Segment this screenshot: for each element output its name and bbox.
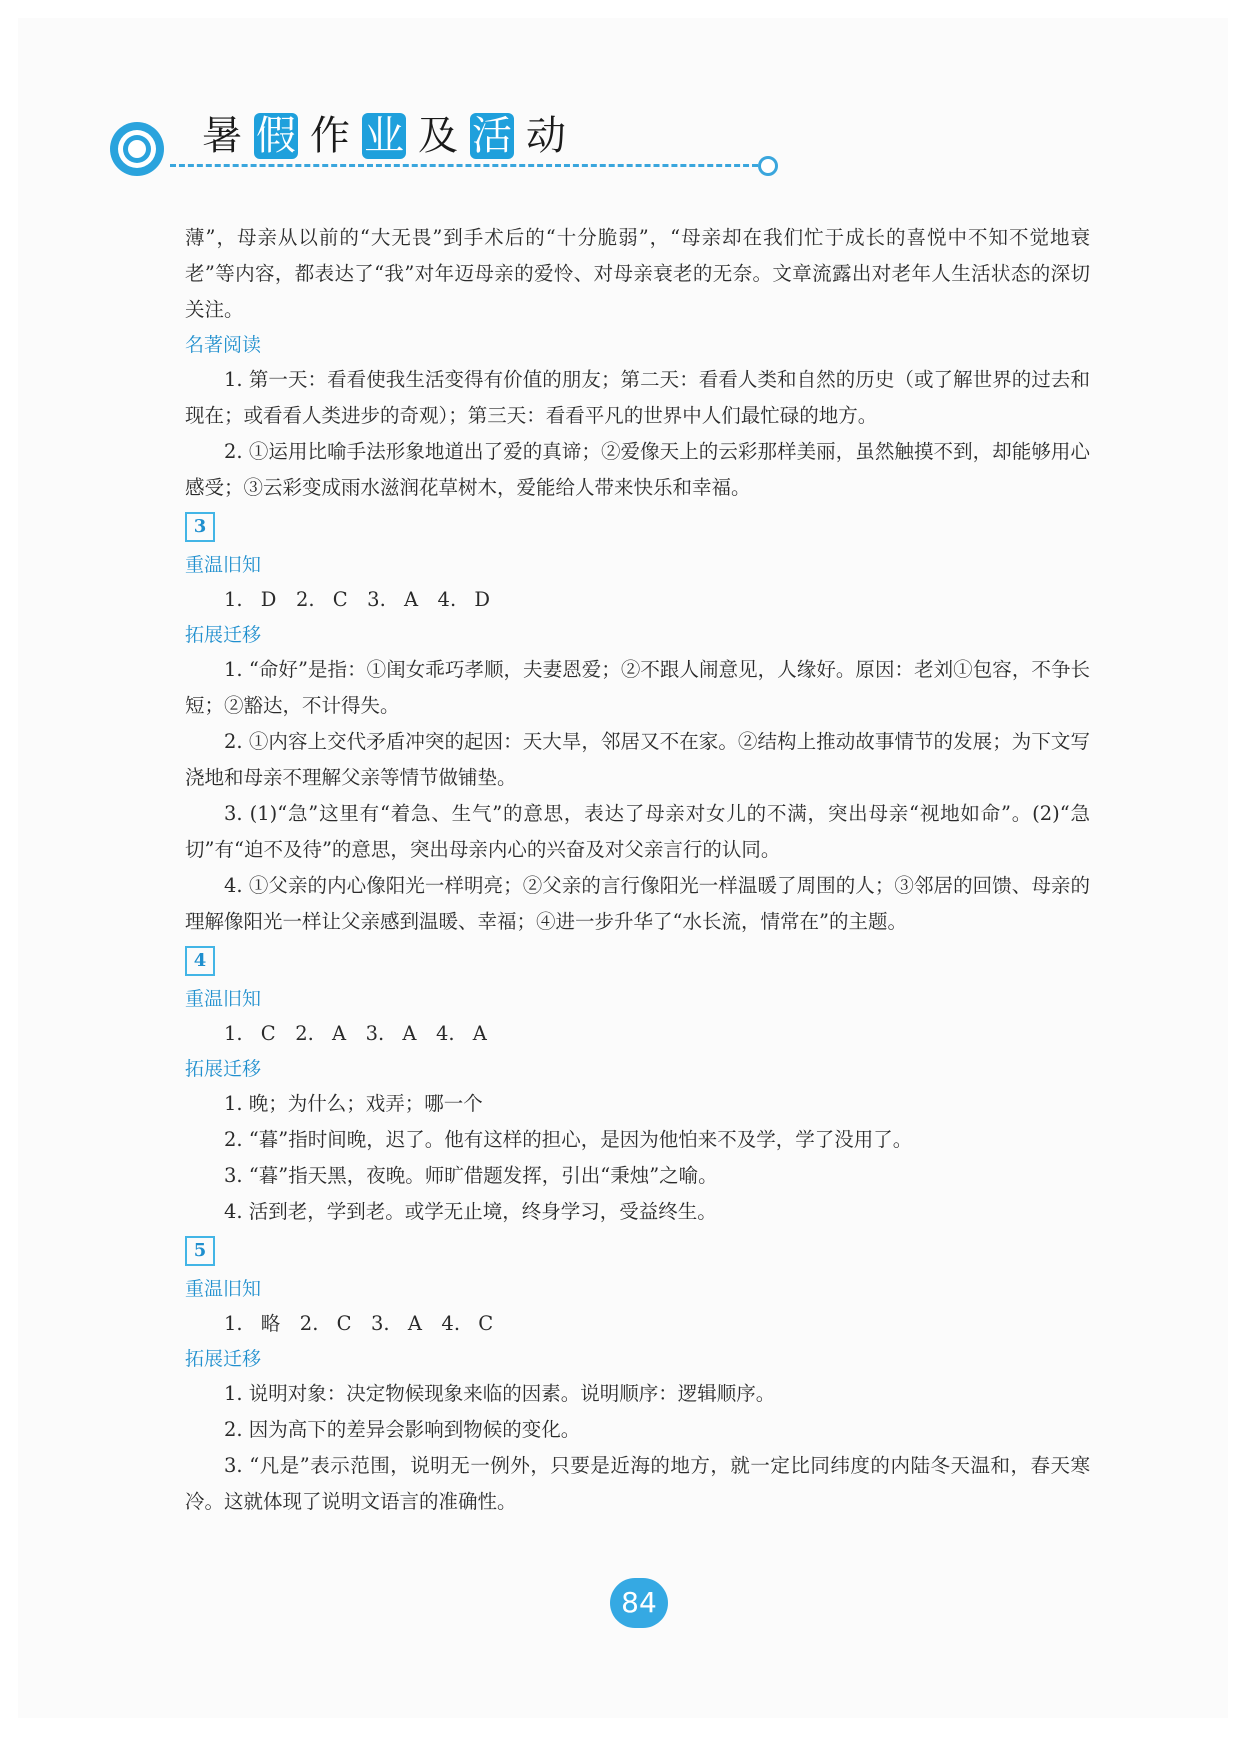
answer-item: 4. ①父亲的内心像阳光一样明亮；②父亲的言行像阳光一样温暖了周围的人；③邻居的回馈、母亲的理解像阳光一样让父亲感到温暖、幸福；④进一步升华了“水长流，情常在”的主题。 — [185, 874, 1090, 933]
page-content — [185, 220, 1090, 1520]
title-char-highlighted: 假 — [256, 113, 296, 159]
intro-paragraph: 薄”，母亲从以前的“大无畏”到手术后的“十分脆弱”，“母亲却在我们忙于成长的喜悦中不知不觉地衰老”等内容，都表达了“我”对年迈母亲的爱怜、对母亲衰老的无奈。文章流露出对老年人生活状态的深切关注。 — [185, 226, 1090, 321]
answer-item: 1. 第一天：看看使我生活变得有价值的朋友；第二天：看看人类和自然的历史（或了解世界的过去和现在；或看看人类进步的奇观）；第三天：看看平凡的世界中人们最忙碌的地方。 — [185, 368, 1090, 427]
section-title-review: 重温旧知 — [185, 554, 262, 576]
answer-item: 4. 活到老，学到老。或学无止境，终身学习，受益终生。 — [224, 1200, 717, 1223]
choice-answers: 1. C 2. A 3. A 4. A — [224, 1022, 487, 1045]
unit-4 — [185, 940, 1090, 1230]
unit-number-badge: 5 — [185, 1236, 215, 1266]
answer-item: 2. ①运用比喻手法形象地道出了爱的真谛；②爱像天上的云彩那样美丽，虽然触摸不到，却能够用心感受；③云彩变成雨水滋润花草树木，爱能给人带来快乐和幸福。 — [185, 440, 1090, 499]
title-char: 及 — [418, 113, 458, 159]
answer-item: 3. (1)“急”这里有“着急、生气”的意思，表达了母亲对女儿的不满，突出母亲“视地如命”。(2)“急切”有“迫不及待”的意思，突出母亲内心的兴奋及对父亲言行的认同。 — [185, 802, 1090, 861]
header-dashed-line — [170, 164, 758, 167]
title-char-highlighted: 业 — [364, 113, 404, 159]
section-title-mingzhu: 名著阅读 — [185, 334, 262, 356]
title-char: 动 — [526, 113, 566, 159]
title-char-highlighted: 活 — [472, 113, 512, 159]
choice-answers: 1. D 2. C 3. A 4. D — [224, 588, 490, 611]
answer-item: 3. “暮”指天黑，夜晚。师旷借题发挥，引出“秉烛”之喻。 — [224, 1164, 718, 1187]
answer-item: 1. 说明对象：决定物候现象来临的因素。说明顺序：逻辑顺序。 — [224, 1382, 776, 1405]
header-title — [200, 110, 568, 162]
title-char: 暑 — [202, 113, 242, 159]
concentric-circle-icon — [108, 120, 166, 178]
answer-item: 2. 因为高下的差异会影响到物候的变化。 — [224, 1418, 581, 1441]
section-title-extend: 拓展迁移 — [185, 1058, 262, 1080]
answer-item: 2. “暮”指时间晚，迟了。他有这样的担心，是因为他怕来不及学，学了没用了。 — [224, 1128, 913, 1151]
unit-3 — [185, 506, 1090, 940]
page-number-badge: 84 — [610, 1578, 668, 1628]
answer-item: 2. ①内容上交代矛盾冲突的起因：天大旱，邻居又不在家。②结构上推动故事情节的发展；为下文写浇地和母亲不理解父亲等情节做铺垫。 — [185, 730, 1090, 789]
section-title-extend: 拓展迁移 — [185, 1348, 262, 1370]
answer-item: 1. “命好”是指：①闺女乖巧孝顺，夫妻恩爱；②不跟人闹意见，人缘好。原因：老刘①包容，不争长短；②豁达，不计得失。 — [185, 658, 1090, 717]
choice-answers: 1. 略 2. C 3. A 4. C — [224, 1312, 494, 1335]
header-end-circle — [758, 156, 778, 176]
unit-number-badge: 4 — [185, 946, 215, 976]
unit-number-badge: 3 — [185, 512, 215, 542]
section-title-review: 重温旧知 — [185, 988, 262, 1010]
answer-item: 3. “凡是”表示范围，说明无一例外，只要是近海的地方，就一定比同纬度的内陆冬天温和，春天寒冷。这就体现了说明文语言的准确性。 — [185, 1454, 1090, 1513]
section-title-extend: 拓展迁移 — [185, 624, 262, 646]
unit-5 — [185, 1230, 1090, 1520]
title-char: 作 — [310, 113, 350, 159]
page-header — [108, 110, 688, 180]
section-title-review: 重温旧知 — [185, 1278, 262, 1300]
answer-item: 1. 晚；为什么；戏弄；哪一个 — [224, 1092, 483, 1115]
